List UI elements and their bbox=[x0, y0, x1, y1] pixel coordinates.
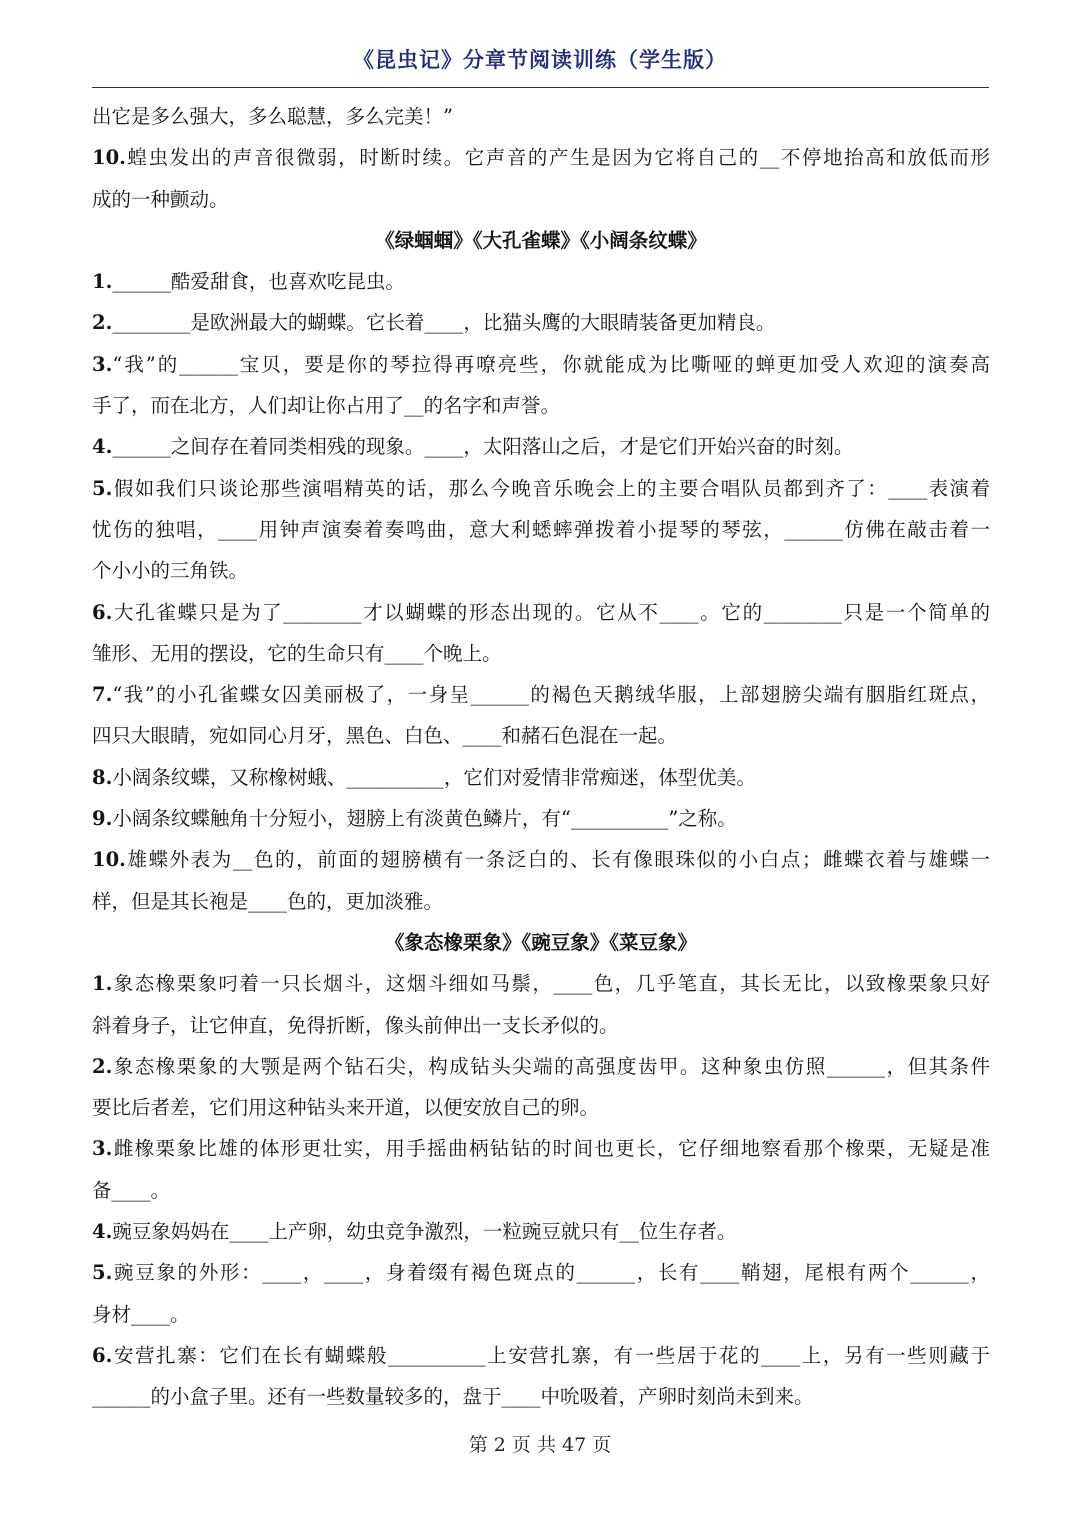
question-line bbox=[92, 468, 990, 509]
question-line bbox=[92, 179, 990, 220]
question-text: 斜着身子，让它伸直，免得折断，像头前伸出一支长矛似的。 bbox=[92, 1013, 619, 1037]
question-text: “我”的小孔雀蝶女囚美丽极了，一身呈______的褐色天鹅绒华服，上部翅膀尖端有胭脂红斑点， bbox=[112, 683, 990, 707]
question-number: 3. bbox=[92, 352, 113, 376]
question-text: 出它是多么强大，多么聪慧，多么完美！” bbox=[92, 105, 453, 128]
question-text: ______之间存在着同类相残的现象。____，太阳落山之后，才是它们开始兴奋的时刻。 bbox=[112, 435, 854, 459]
section-title: 《绿蝈蝈》《大孔雀蝶》《小阔条纹蝶》 bbox=[375, 228, 707, 252]
question-text: 豌豆象妈妈在____上产卵，幼虫竞争激烈，一粒豌豆就只有__位生存者。 bbox=[112, 1220, 737, 1244]
question-number: 6. bbox=[92, 600, 113, 624]
question-number: 7. bbox=[92, 683, 113, 707]
question-text: 象态橡栗象叼着一只长烟斗，这烟斗细如马鬃，____色，几乎笔直，其长无比，以致橡栗象只好 bbox=[112, 972, 990, 996]
question-text: 蝗虫发出的声音很微弱，时断时续。它声音的产生是因为它将自己的__不停地抬高和放低而形 bbox=[125, 146, 990, 170]
question-line bbox=[92, 302, 990, 343]
question-line bbox=[92, 1211, 990, 1252]
question-line bbox=[92, 261, 990, 302]
question-text: 豌豆象的外形：____，____，身着缀有褐色斑点的______，长有____鞘翅，尾根有两个______， bbox=[112, 1261, 990, 1285]
question-line bbox=[92, 1294, 990, 1335]
question-line bbox=[92, 1128, 990, 1169]
question-text: 手了，而在北方，人们却让你占用了__的名字和声誉。 bbox=[92, 394, 561, 418]
question-line bbox=[92, 757, 990, 798]
question-line bbox=[92, 1376, 990, 1417]
question-number: 4. bbox=[92, 1220, 113, 1244]
question-line bbox=[92, 1087, 990, 1128]
question-text: 假如我们只谈论那些演唱精英的话，那么今晚音乐晚会上的主要合唱队员都到齐了：____表演着 bbox=[112, 476, 990, 500]
question-line bbox=[92, 881, 990, 922]
question-text: 大孔雀蝶只是为了________才以蝴蝶的形态出现的。它从不____。它的________只是一个简单的 bbox=[112, 600, 990, 624]
question-line bbox=[92, 1170, 990, 1211]
section-title: 《象态橡栗象》《豌豆象》《菜豆象》 bbox=[384, 930, 697, 954]
question-line bbox=[92, 1335, 990, 1376]
question-line bbox=[92, 96, 990, 137]
question-text: 四只大眼睛，宛如同心月牙，黑色、白色、____和赭石色混在一起。 bbox=[92, 724, 678, 748]
question-text: 样，但是其长袍是____色的，更加淡雅。 bbox=[92, 889, 444, 913]
question-line bbox=[92, 1046, 990, 1087]
question-line bbox=[92, 674, 990, 715]
question-line bbox=[92, 592, 990, 633]
question-text: 忧伤的独唱，____用钟声演奏着奏鸣曲，意大利蟋蟀弹拨着小提琴的琴弦，______仿佛在敲击着一 bbox=[92, 517, 990, 541]
question-line bbox=[92, 633, 990, 674]
question-line bbox=[92, 344, 990, 385]
question-text: 象态橡栗象的大颚是两个钻石尖，构成钻头尖端的高强度齿甲。这种象虫仿照______，但其条件 bbox=[112, 1054, 990, 1078]
question-text: 身材____。 bbox=[92, 1302, 190, 1326]
question-text: 雌橡栗象比雄的体形更壮实，用手摇曲柄钻钻的时间也更长，它仔细地察看那个橡栗，无疑是准 bbox=[112, 1137, 990, 1161]
question-text: 备____。 bbox=[92, 1178, 171, 1202]
question-number: 6. bbox=[92, 1343, 113, 1367]
question-content bbox=[92, 96, 990, 1418]
question-number: 2. bbox=[92, 311, 113, 335]
question-number: 1. bbox=[92, 270, 113, 294]
question-text: 安营扎寨：它们在长有蝴蝶般__________上安营扎寨，有一些居于花的____上，另有一些则藏于 bbox=[112, 1343, 990, 1367]
question-line bbox=[92, 550, 990, 591]
question-line bbox=[92, 137, 990, 178]
question-text: 要比后者差，它们用这种钻头来开道，以便安放自己的卵。 bbox=[92, 1096, 600, 1120]
page-footer: 第 2 页 共 47 页 bbox=[468, 1434, 612, 1456]
question-number: 10. bbox=[92, 146, 126, 170]
question-number: 3. bbox=[92, 1137, 113, 1161]
page-header-title: 《昆虫记》分章节阅读训练（学生版） bbox=[353, 48, 727, 72]
question-line bbox=[92, 385, 990, 426]
question-text: 小阔条纹蝶触角十分短小，翅膀上有淡黄色鳞片，有“__________”之称。 bbox=[112, 807, 737, 831]
question-text: ______的小盒子里。还有一些数量较多的，盘于____中吮吸着，产卵时刻尚未到来。 bbox=[92, 1385, 814, 1409]
question-line bbox=[92, 963, 990, 1004]
question-text: 个小小的三角铁。 bbox=[92, 559, 249, 583]
question-number: 1. bbox=[92, 972, 113, 996]
question-text: 成的一种颤动。 bbox=[92, 187, 229, 211]
question-text: 雄蝶外表为__色的，前面的翅膀横有一条泛白的、长有像眼珠似的小白点；雌蝶衣着与雄蝶一 bbox=[125, 848, 990, 872]
question-line bbox=[92, 509, 990, 550]
question-number: 5. bbox=[92, 1261, 113, 1285]
question-text: 雏形、无用的摆设，它的生命只有____个晚上。 bbox=[92, 641, 502, 665]
question-line bbox=[92, 715, 990, 756]
question-number: 8. bbox=[92, 765, 113, 789]
question-line bbox=[92, 1005, 990, 1046]
question-line bbox=[92, 426, 990, 467]
question-text: ________是欧洲最大的蝴蝶。它长着____，比猫头鹰的大眼睛装备更加精良。 bbox=[112, 311, 776, 335]
question-line bbox=[92, 839, 990, 880]
header-divider bbox=[92, 87, 989, 88]
question-number: 10. bbox=[92, 848, 126, 872]
question-number: 9. bbox=[92, 807, 113, 831]
question-number: 5. bbox=[92, 476, 113, 500]
question-text: ______酷爱甜食，也喜欢吃昆虫。 bbox=[112, 270, 405, 294]
question-text: “我”的______宝贝，要是你的琴拉得再嘹亮些，你就能成为比嘶哑的蝉更加受人欢迎的演奏高 bbox=[112, 352, 990, 376]
question-number: 4. bbox=[92, 435, 113, 459]
question-number: 2. bbox=[92, 1054, 113, 1078]
question-line bbox=[92, 798, 990, 839]
question-line bbox=[92, 1252, 990, 1293]
question-text: 小阔条纹蝶，又称橡树蛾、__________，它们对爱情非常痴迷，体型优美。 bbox=[112, 765, 756, 789]
